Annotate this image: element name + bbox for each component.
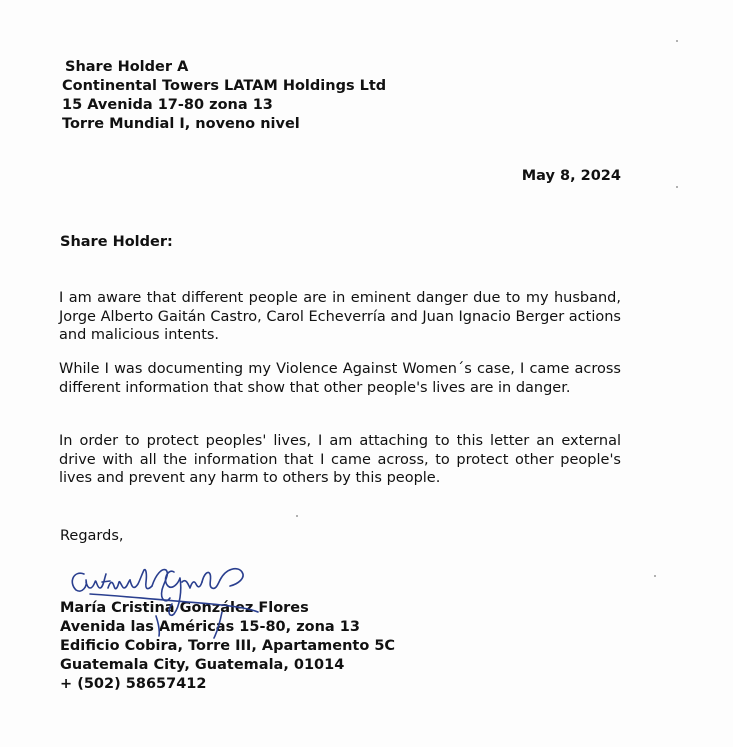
scan-speck <box>676 40 678 42</box>
letter-date: May 8, 2024 <box>521 168 621 184</box>
recipient-building: Torre Mundial I, noveno nivel <box>62 116 300 132</box>
recipient-street: 15 Avenida 17-80 zona 13 <box>62 97 273 113</box>
scan-speck <box>296 515 298 517</box>
sender-name: María Cristina González Flores <box>60 600 309 616</box>
body-paragraph-1: I am aware that different people are in eminent danger due to my husband, Jorge Alberto Gaitán Castro, Carol Echeverría and Juan Ignacio Berger actions and malicious intents. <box>59 290 621 343</box>
recipient-address <box>62 58 386 134</box>
sender-building: Edificio Cobira, Torre III, Apartamento 5C <box>60 638 396 654</box>
sender-phone: + (502) 58657412 <box>60 676 207 692</box>
body-paragraph-2: While I was documenting my Violence Against Women´s case, I came across different information that show that other people's lives are in danger. <box>59 361 621 396</box>
sender-city: Guatemala City, Guatemala, 01014 <box>60 657 345 673</box>
sender-block <box>60 599 395 694</box>
recipient-name: Share Holder A <box>65 59 189 75</box>
recipient-company: Continental Towers LATAM Holdings Ltd <box>62 78 387 94</box>
scan-speck <box>676 186 678 188</box>
closing: Regards, <box>60 528 124 544</box>
scan-speck <box>654 575 656 577</box>
sender-street: Avenida las Américas 15-80, zona 13 <box>60 619 360 635</box>
body-paragraph-3: In order to protect peoples' lives, I am attaching to this letter an external drive with all the information that I came across, to protect other people's lives and prevent any harm to others by this people. <box>59 433 621 486</box>
salutation: Share Holder: <box>60 234 173 250</box>
